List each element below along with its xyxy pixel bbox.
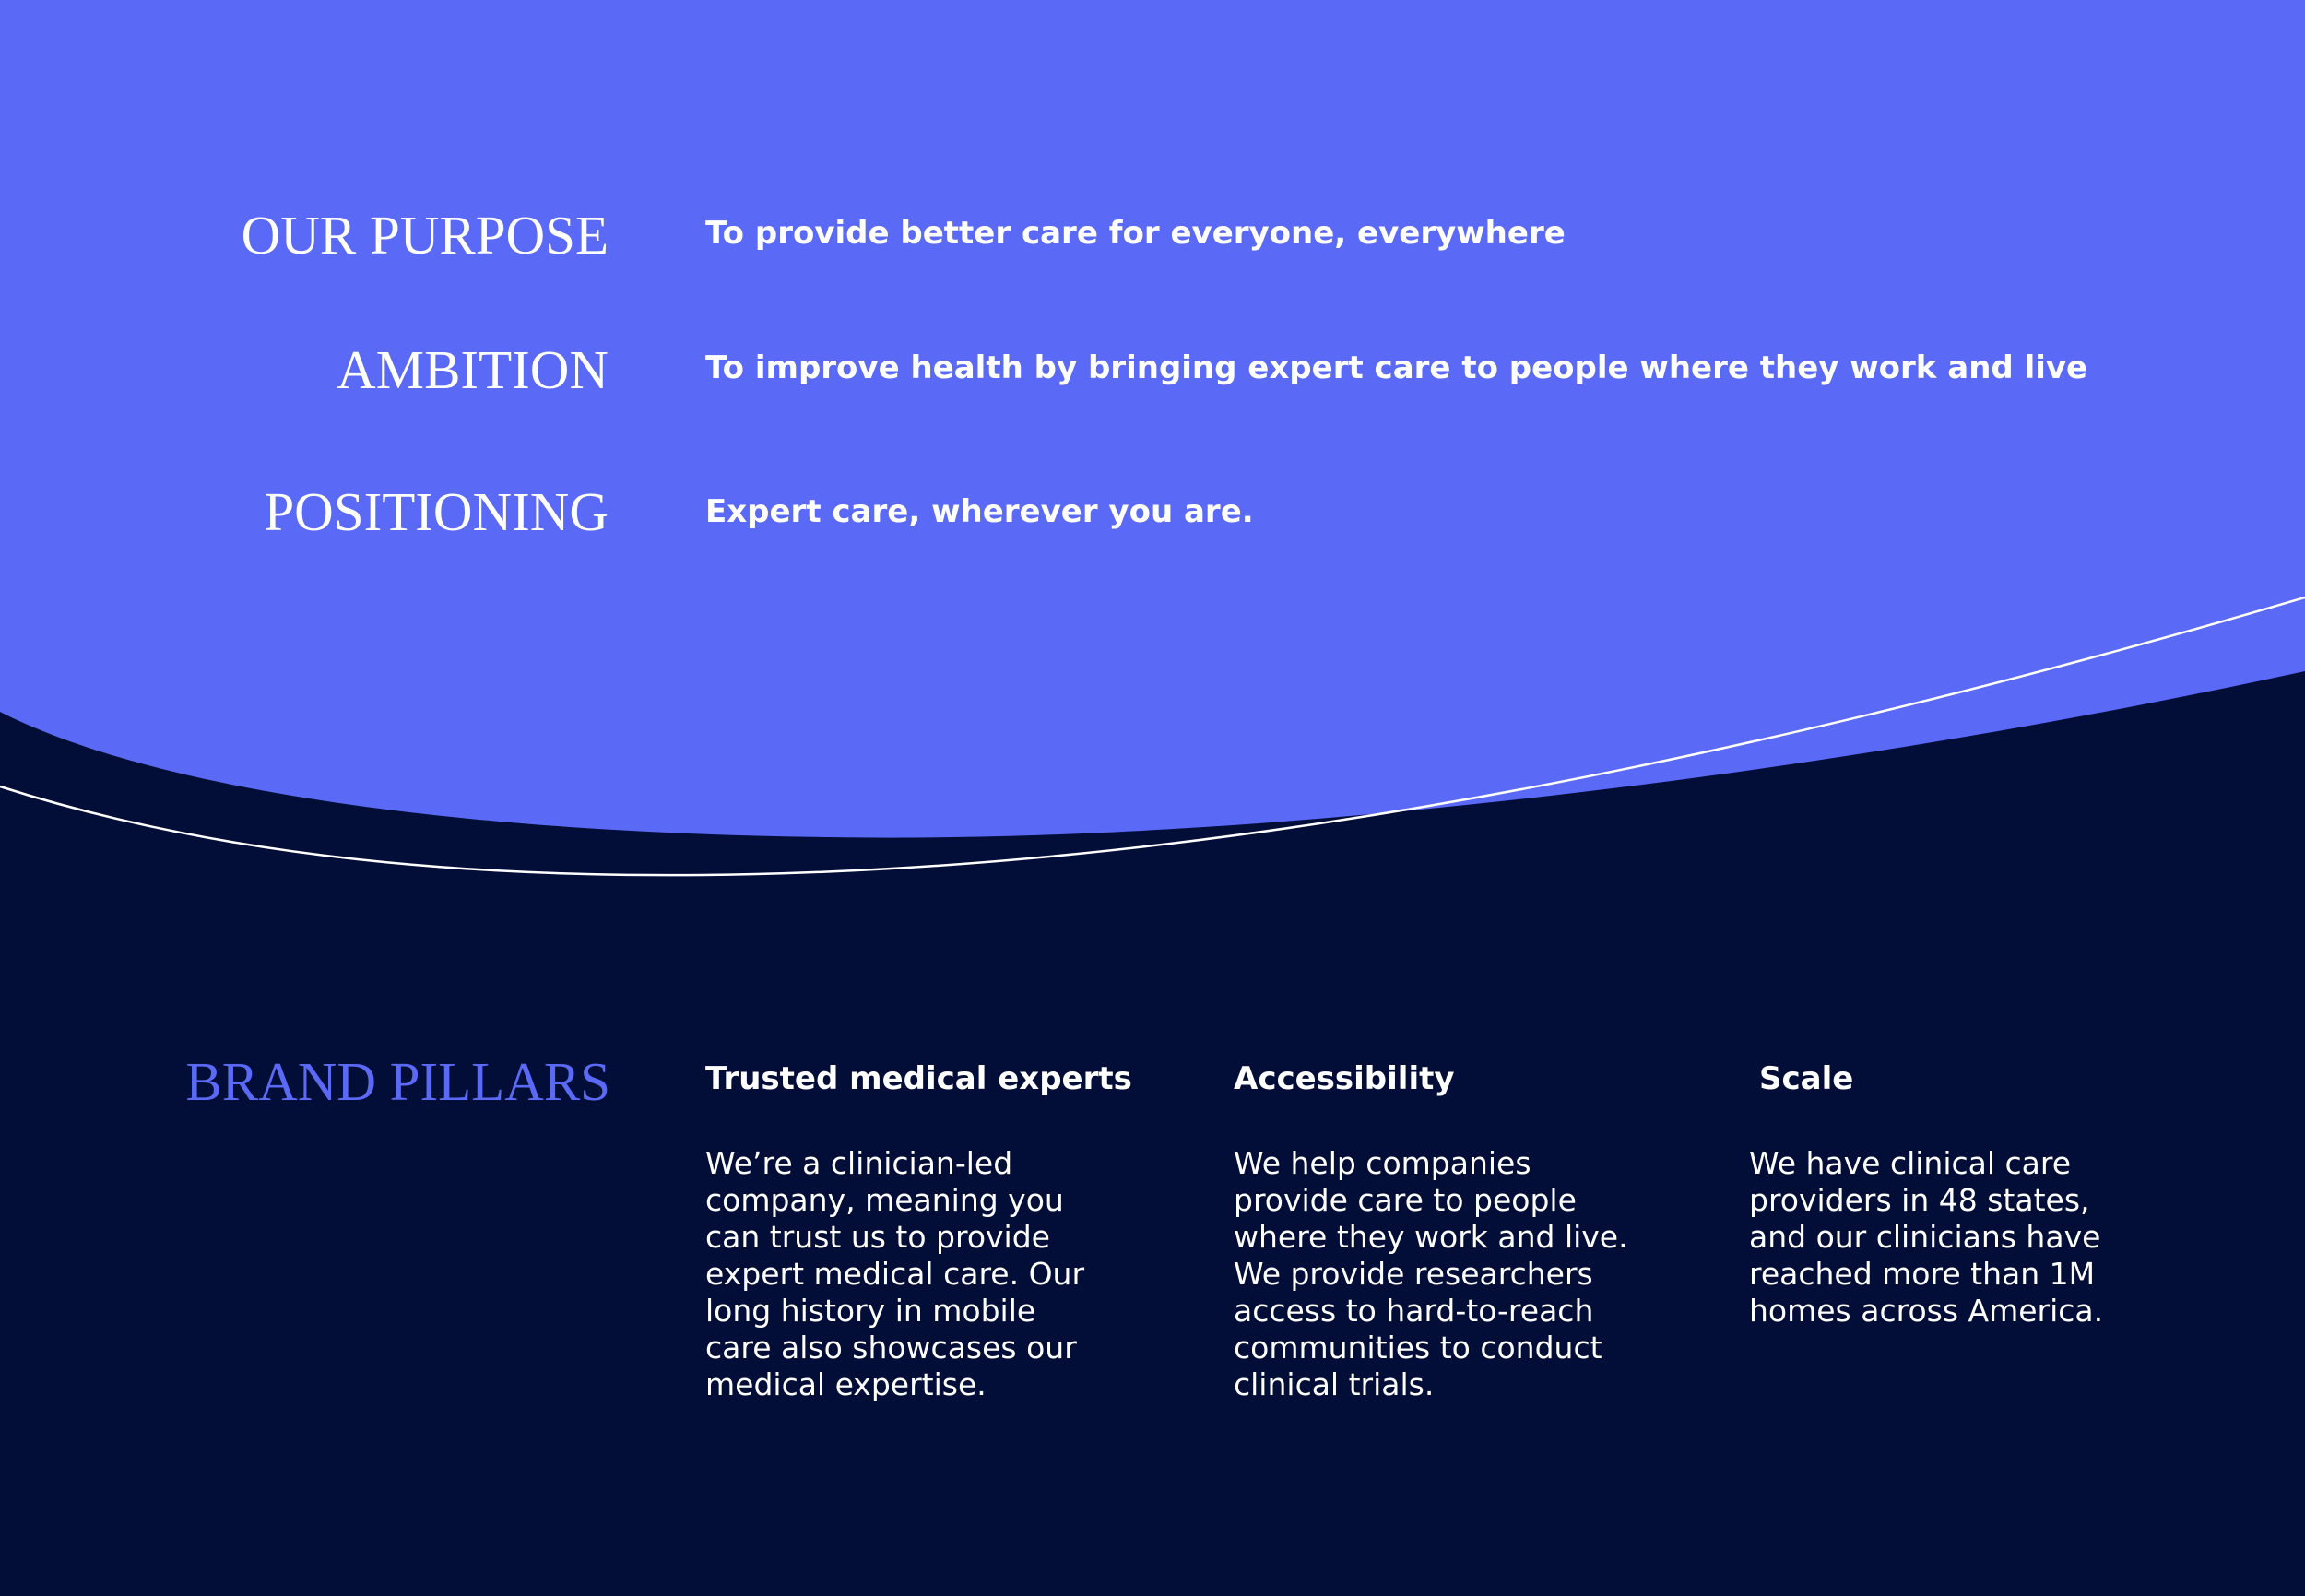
pillar-line: We help companies: [1234, 1145, 1531, 1181]
pillar-accessibility: [1234, 1060, 1628, 1403]
ambition-text: To improve health by bringing expert care to people where they work and live: [705, 349, 2088, 386]
pillar-description: [1749, 1145, 2103, 1330]
positioning-text: Expert care, wherever you are.: [705, 493, 1254, 530]
positioning-heading: POSITIONING: [264, 481, 609, 542]
pillar-line: medical expertise.: [705, 1366, 987, 1402]
pillar-line: long history in mobile: [705, 1293, 1036, 1329]
pillar-line: care also showcases our: [705, 1330, 1077, 1365]
pillar-title: Accessibility: [1234, 1060, 1455, 1097]
purpose-heading: OUR PURPOSE: [241, 205, 609, 266]
pillar-line: We’re a clinician-led: [705, 1145, 1013, 1181]
pillar-line: We have clinical care: [1749, 1145, 2072, 1181]
pillar-description: [705, 1145, 1132, 1403]
brand-pillars-heading: BRAND PILLARS: [185, 1051, 610, 1112]
pillar-line: company, meaning you: [705, 1182, 1064, 1218]
pillar-trusted-medical-experts: [705, 1060, 1132, 1403]
pillar-line: providers in 48 states,: [1749, 1182, 2090, 1218]
pillar-line: We provide researchers: [1234, 1256, 1593, 1292]
pillar-line: where they work and live.: [1234, 1219, 1628, 1255]
pillar-line: and our clinicians have: [1749, 1219, 2101, 1255]
pillar-title: Scale: [1759, 1060, 1854, 1097]
pillar-line: communities to conduct: [1234, 1330, 1602, 1365]
pillar-line: clinical trials.: [1234, 1366, 1435, 1402]
pillar-line: access to hard-to-reach: [1234, 1293, 1594, 1329]
ambition-heading: AMBITION: [337, 339, 609, 400]
pillar-scale: [1749, 1060, 2104, 1330]
pillar-description: [1234, 1145, 1628, 1403]
pillar-line: reached more than 1M: [1749, 1256, 2096, 1292]
pillar-line: homes across America.: [1749, 1293, 2104, 1329]
pillar-line: provide care to people: [1234, 1182, 1577, 1218]
purpose-text: To provide better care for everyone, everywhere: [705, 215, 1566, 252]
pillar-line: expert medical care. Our: [705, 1256, 1085, 1292]
pillar-title: Trusted medical experts: [705, 1060, 1132, 1097]
pillar-line: can trust us to provide: [705, 1219, 1050, 1255]
